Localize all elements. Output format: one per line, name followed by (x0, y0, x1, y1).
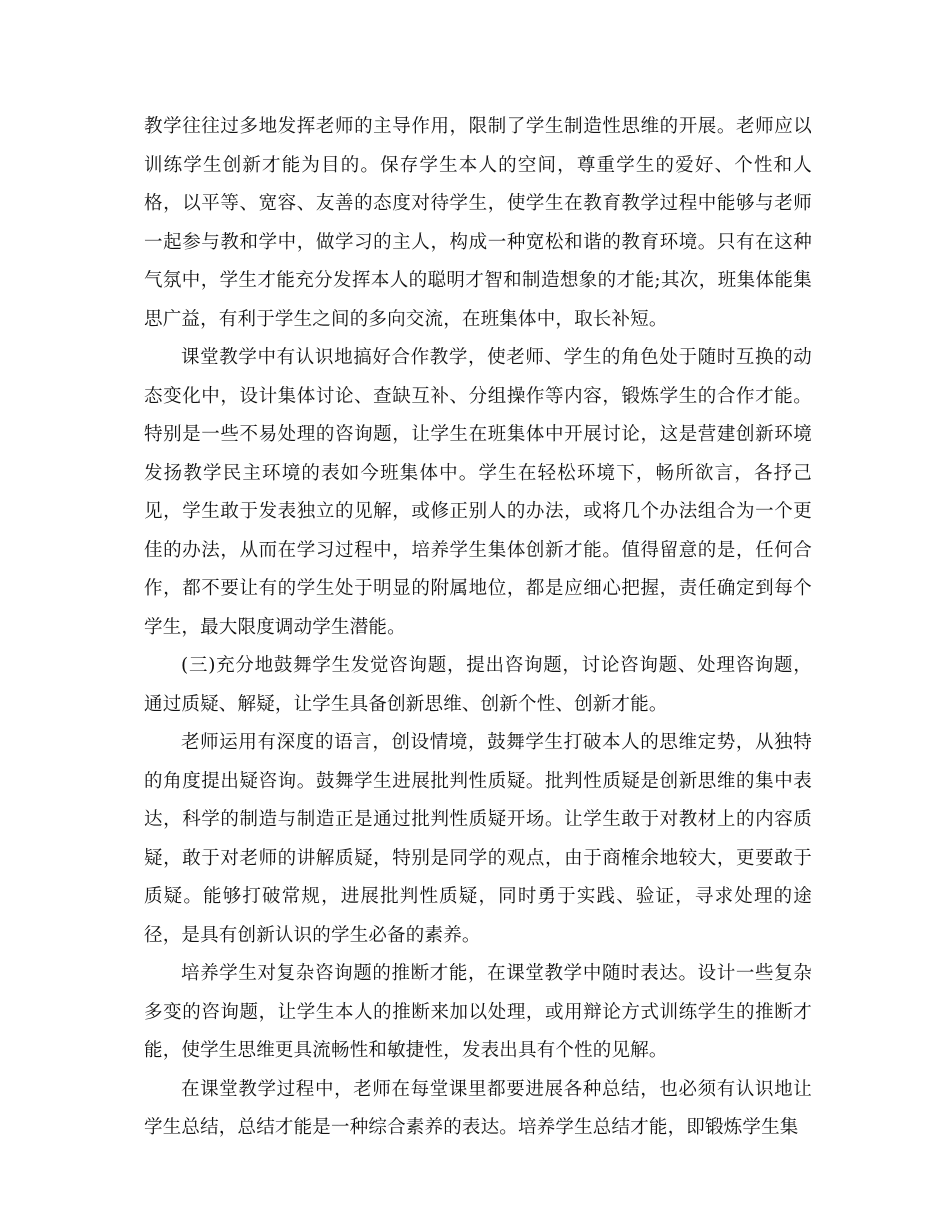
paragraph-6: 在课堂教学过程中，老师在每堂课里都要进展各种总结，也必须有认识地让学生总结，总结才能是一种综合素养的表达。培养学生总结才能，即锻炼学生集 (144, 1078, 812, 1138)
paragraph-2: 课堂教学中有认识地搞好合作教学，使老师、学生的角色处于随时互换的动态变化中，设计集体讨论、查缺互补、分组操作等内容，锻炼学生的合作才能。特别是一些不易处理的咨询题，让学生在班集体中开展讨论，这是营建创新环境发扬教学民主环境的表如今班集体中。学生在轻松环境下，畅所欲言，各抒己见，学生敢于发表独立的见解，或修正别人的办法，或将几个办法组合为一个更佳的办法，从而在学习过程中，培养学生集体创新才能。值得留意的是，任何合作，都不要让有的学生处于明显的附属地位，都是应细心把握，责任确定到每个学生，最大限度调动学生潜能。 (144, 347, 812, 638)
document-page (144, 108, 812, 1148)
paragraph-1: 教学往往过多地发挥老师的主导作用，限制了学生制造性思维的开展。老师应以训练学生创新才能为目的。保存学生本人的空间，尊重学生的爱好、个性和人格，以平等、宽容、友善的态度对待学生，使学生在教育教学过程中能够与老师一起参与教和学中，做学习的主人，构成一种宽松和谐的教育环境。只有在这种气氛中，学生才能充分发挥本人的聪明才智和制造想象的才能;其次，班集体能集思广益，有利于学生之间的多向交流，在班集体中，取长补短。 (144, 116, 812, 330)
paragraph-4: 老师运用有深度的语言，创设情境，鼓舞学生打破本人的思维定势，从独特的角度提出疑咨询。鼓舞学生进展批判性质疑。批判性质疑是创新思维的集中表达，科学的制造与制造正是通过批判性质疑开场。让学生敢于对教材上的内容质疑，敢于对老师的讲解质疑，特别是同学的观点，由于商榷余地较大，更要敢于质疑。能够打破常规，进展批判性质疑，同时勇于实践、验证，寻求处理的途径，是具有创新认识的学生必备的素养。 (144, 732, 812, 946)
paragraph-5: 培养学生对复杂咨询题的推断才能，在课堂教学中随时表达。设计一些复杂多变的咨询题，让学生本人的推断来加以处理，或用辩论方式训练学生的推断才能，使学生思维更具流畅性和敏捷性，发表出具有个性的见解。 (144, 963, 812, 1061)
paragraph-3: (三)充分地鼓舞学生发觉咨询题，提出咨询题，讨论咨询题、处理咨询题，通过质疑、解疑，让学生具备创新思维、创新个性、创新才能。 (144, 655, 812, 715)
